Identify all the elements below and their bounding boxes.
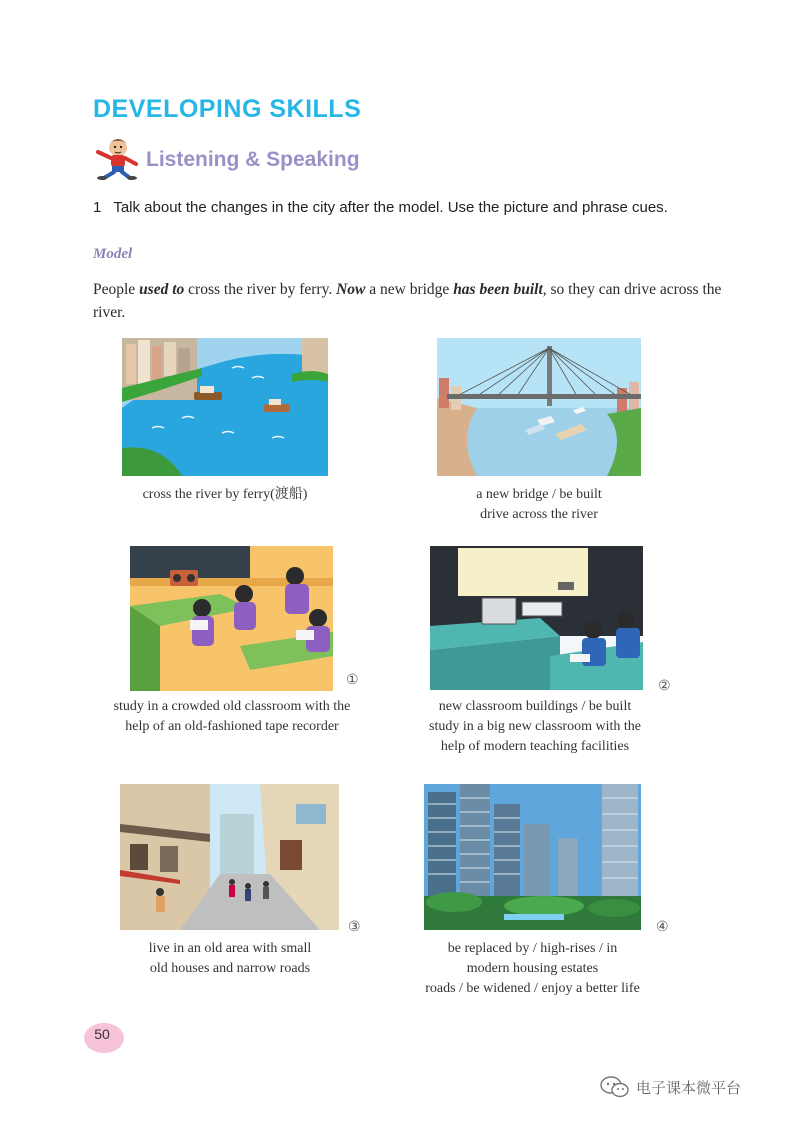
section-title: DEVELOPING SKILLS [93, 95, 362, 123]
marker-1: ① [346, 673, 359, 688]
subsection-title: Listening & Speaking [146, 148, 360, 171]
picture-river-ferry [122, 338, 328, 476]
page-number: 50 [94, 1026, 110, 1042]
exercise-number: 1 [93, 199, 102, 216]
caption-5: live in an old area with small old houses and narrow roads [148, 941, 312, 976]
picture-high-rises [424, 784, 641, 930]
mascot-icon [92, 134, 140, 180]
model-text: People used to cross the river by ferry. Now a new bridge has been built, so they can drive across the river. [93, 281, 722, 321]
instruction-text: Talk about the changes in the city after the model. Use the picture and phrase cues. [113, 199, 668, 216]
picture-new-bridge [437, 338, 641, 476]
wechat-icon [600, 1076, 630, 1098]
caption-6: be replaced by / high-rises / in modern housing estates roads / be widened / enjoy a better life [425, 941, 640, 996]
caption-4: new classroom buildings / be built study in a big new classroom with the help of modern teaching facilities [429, 699, 641, 754]
caption-2: a new bridge / be built drive across the river [476, 487, 602, 522]
watermark-text: 电子课本微平台 [636, 1078, 742, 1097]
caption-3: study in a crowded old classroom with the help of an old-fashioned tape recorder [113, 699, 351, 734]
picture-old-area [120, 784, 339, 930]
picture-old-classroom [130, 546, 333, 691]
caption-1: cross the river by ferry(渡船) [142, 487, 308, 502]
watermark [600, 1076, 741, 1098]
model-label: Model [93, 246, 133, 262]
marker-3: ③ [348, 920, 361, 935]
picture-new-classroom [430, 546, 643, 690]
marker-4: ④ [656, 920, 669, 935]
exercise-instruction [93, 199, 668, 216]
marker-2: ② [658, 679, 671, 694]
